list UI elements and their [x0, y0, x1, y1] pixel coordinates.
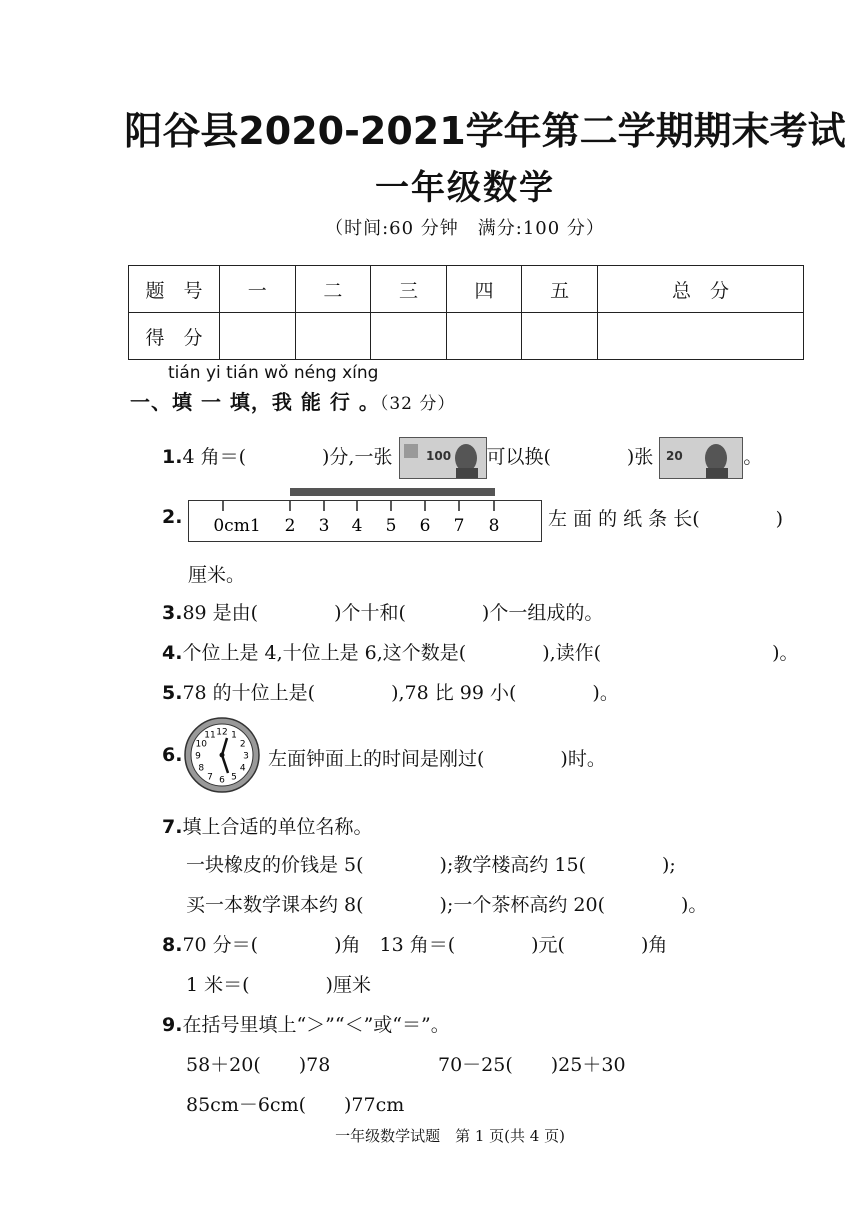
section-title: 一、填 一 填，我 能 行 。: [130, 390, 380, 414]
question-number: 2.: [162, 506, 183, 528]
section-heading: [130, 386, 455, 415]
exam-title: 阳谷县2020-2021学年第二学期期末考试: [124, 109, 846, 153]
score-header-cell: 一: [220, 266, 296, 313]
score-cell[interactable]: [295, 313, 371, 360]
exam-subject: 一年级数学: [375, 168, 555, 208]
question-9-item-1: 58＋20( )78: [186, 1054, 331, 1076]
banknote-icon: [660, 438, 742, 478]
question-7: [162, 812, 372, 839]
question-number: 4.: [162, 642, 183, 664]
score-cell[interactable]: [522, 313, 598, 360]
score-table-header-row: [129, 266, 804, 313]
clock-number: 9: [195, 751, 201, 762]
question-2-text: 左 面 的 纸 条 长( ): [548, 508, 784, 530]
question-7-line-1: 一块橡皮的价钱是 5( );教学楼高约 15( );: [186, 854, 676, 876]
question-number: 6.: [162, 744, 183, 766]
score-cell[interactable]: [446, 313, 522, 360]
score-header-cell: 题 号: [129, 266, 220, 313]
banknote-icon: [400, 438, 486, 478]
question-text: 个位上是 4,十位上是 6,这个数是( ),读作( )。: [182, 642, 799, 664]
banknote-100-image: [399, 437, 487, 479]
clock-number: 2: [239, 739, 246, 750]
ruler-label: 5: [385, 516, 397, 536]
question-number: 1.: [162, 446, 183, 468]
question-text: 4 角＝( )分,一张: [182, 446, 393, 468]
section-pinyin: tián yi tián wǒ néng xíng: [168, 363, 379, 383]
score-cell[interactable]: [371, 313, 447, 360]
paper-strip: [290, 488, 495, 496]
clock-number: 4: [239, 763, 246, 774]
score-cell[interactable]: [220, 313, 296, 360]
section-points: （32 分）: [379, 394, 456, 414]
question-8: [162, 930, 667, 957]
question-text: 78 的十位上是( ),78 比 99 小( )。: [182, 682, 619, 704]
clock-number: 7: [207, 772, 213, 783]
ruler-label: 8: [488, 516, 500, 536]
question-number: 8.: [162, 934, 183, 956]
banknote-value: 20: [666, 449, 684, 463]
question-1: [162, 437, 762, 479]
clock-image: [183, 716, 261, 794]
page-footer: 一年级数学试题 第 1 页(共 4 页): [335, 1127, 565, 1145]
ruler-label: 2: [284, 516, 296, 536]
question-5: [162, 678, 619, 705]
question-2-number: [162, 506, 182, 528]
score-header-cell: 二: [295, 266, 371, 313]
question-6-text: 左面钟面上的时间是刚过( )时。: [268, 748, 606, 770]
ruler-label: 4: [351, 516, 363, 536]
question-text: 。: [743, 446, 763, 468]
ruler: [188, 500, 542, 542]
ruler-icon: [189, 501, 541, 541]
clock-number: 11: [204, 730, 216, 741]
question-number: 5.: [162, 682, 183, 704]
clock-number: 6: [219, 775, 225, 786]
question-4: [162, 638, 798, 665]
score-table-score-row: [129, 313, 804, 360]
question-9-item-3: 85cm－6cm( )77cm: [186, 1094, 405, 1116]
question-text: 89 是由( )个十和( )个一组成的。: [182, 602, 604, 624]
score-row-label: 得 分: [129, 313, 220, 360]
question-number: 7.: [162, 816, 183, 838]
ruler-label: 6: [419, 516, 431, 536]
clock-icon: [183, 716, 261, 794]
question-2-text-cont: 厘米。: [188, 564, 246, 586]
question-number: 9.: [162, 1014, 183, 1036]
question-3: [162, 598, 603, 625]
question-6-number: [162, 744, 182, 766]
clock-number: 8: [198, 763, 205, 774]
clock-number: 12: [216, 727, 228, 738]
score-header-cell: 四: [446, 266, 522, 313]
score-cell[interactable]: [597, 313, 803, 360]
question-number: 3.: [162, 602, 183, 624]
clock-number: 3: [243, 751, 249, 762]
question-text: 填上合适的单位名称。: [182, 816, 373, 838]
score-header-cell: 三: [371, 266, 447, 313]
banknote-value: 100: [425, 449, 451, 463]
question-9: [162, 1010, 450, 1037]
score-header-cell: 五: [522, 266, 598, 313]
time-info: （时间:60 分钟 满分:100 分）: [325, 218, 605, 239]
question-7-line-2: 买一本数学课本约 8( );一个茶杯高约 20( )。: [186, 894, 708, 916]
score-header-cell: 总 分: [597, 266, 803, 313]
ruler-label: 3: [318, 516, 330, 536]
question-text: 在括号里填上“＞”“＜”或“＝”。: [182, 1014, 450, 1036]
question-8-line-2: 1 米＝( )厘米: [186, 974, 371, 996]
question-9-item-2: 70－25( )25＋30: [438, 1054, 626, 1076]
score-table: [128, 265, 804, 360]
ruler-label: 0cm1: [213, 516, 261, 536]
clock-number: 5: [231, 772, 237, 783]
banknote-20-image: [659, 437, 743, 479]
clock-number: 10: [195, 739, 207, 750]
clock-number: 1: [231, 730, 237, 741]
question-text: 70 分＝( )角 13 角＝( )元( )角: [182, 934, 668, 956]
ruler-label: 7: [453, 516, 465, 536]
question-text: 可以换( )张: [486, 446, 654, 468]
